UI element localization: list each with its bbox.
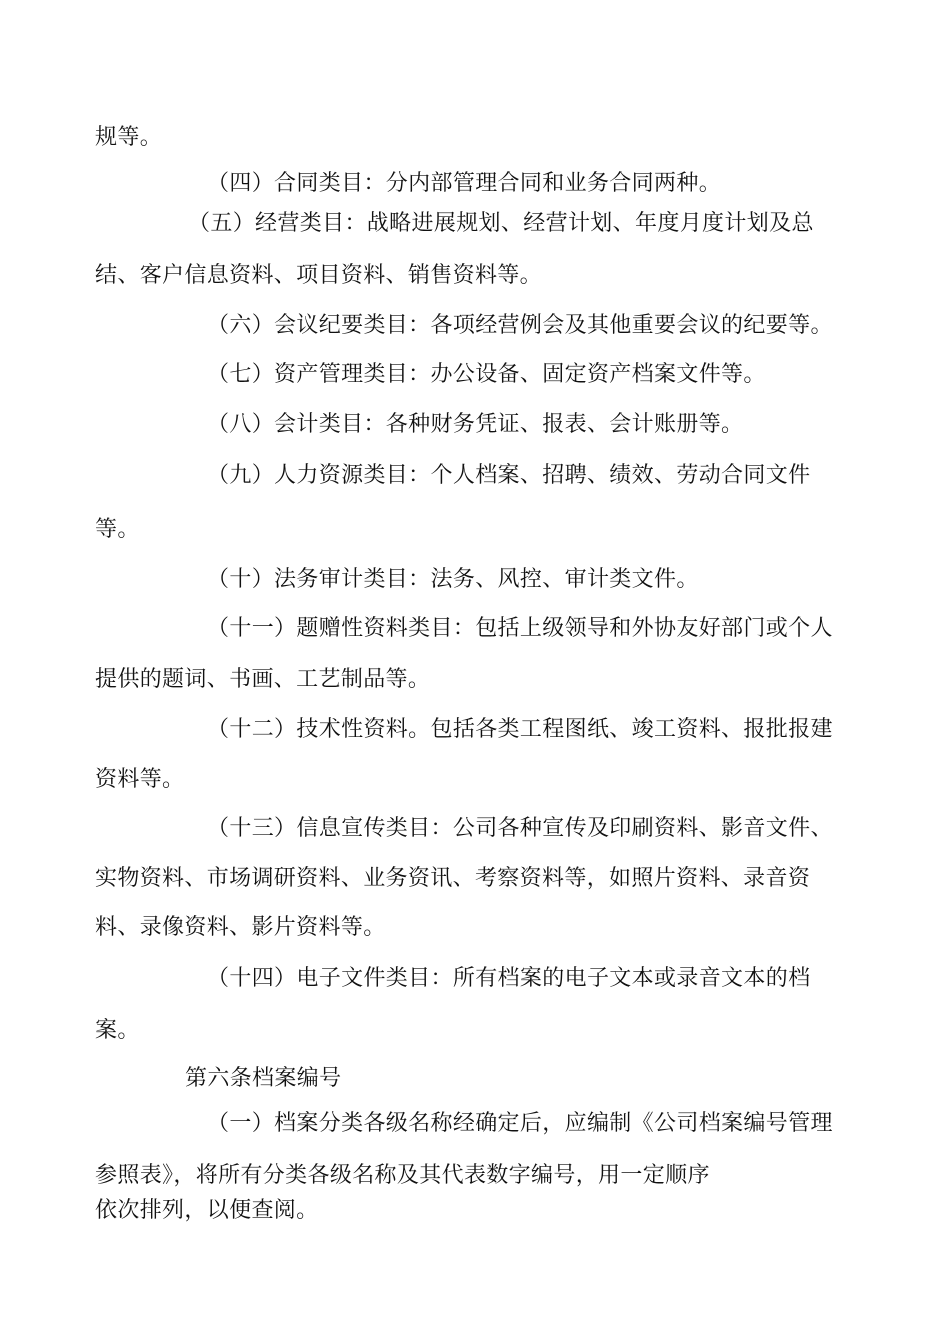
text-line: （五）经营类目：战略进展规划、经营计划、年度月度计划及总 xyxy=(188,211,814,236)
text-line: 依次排列，以便查阅。 xyxy=(95,1198,319,1223)
text-line: （九）人力资源类目：个人档案、招聘、绩效、劳动合同文件 xyxy=(207,463,811,488)
text-line: （十四）电子文件类目：所有档案的电子文本或录音文本的档 xyxy=(207,966,811,991)
text-line: 规等。 xyxy=(95,125,163,150)
text-line: （七）资产管理类目：办公设备、固定资产档案文件等。 xyxy=(207,362,766,387)
text-line: （六）会议纪要类目：各项经营例会及其他重要会议的纪要等。 xyxy=(207,313,833,338)
text-line: （四）合同类目：分内部管理合同和业务合同两种。 xyxy=(207,171,722,196)
text-line: 参照表》，将所有分类各级名称及其代表数字编号，用一定顺序 xyxy=(95,1163,710,1188)
text-line: （八）会计类目：各种财务凭证、报表、会计账册等。 xyxy=(207,412,744,437)
text-line: 实物资料、市场调研资料、业务资讯、考察资料等，如照片资料、录音资 xyxy=(95,866,811,891)
text-line: （十）法务审计类目：法务、风控、审计类文件。 xyxy=(207,567,699,592)
text-line: 提供的题词、书画、工艺制品等。 xyxy=(95,667,431,692)
text-line: 结、客户信息资料、项目资料、销售资料等。 xyxy=(95,263,543,288)
text-line: （十三）信息宣传类目：公司各种宣传及印刷资料、影音文件、 xyxy=(207,816,833,841)
text-line: 资料等。 xyxy=(95,767,185,792)
section-heading: 第六条档案编号 xyxy=(185,1066,342,1091)
text-line: （一）档案分类各级名称经确定后，应编制《公司档案编号管理 xyxy=(207,1111,833,1136)
text-line: （十二）技术性资料。包括各类工程图纸、竣工资料、报批报建 xyxy=(207,717,833,742)
text-line: 等。 xyxy=(95,517,140,542)
text-line: 料、录像资料、影片资料等。 xyxy=(95,915,386,940)
text-line: （十一）题赠性资料类目：包括上级领导和外协友好部门或个人 xyxy=(207,616,833,641)
text-line: 案。 xyxy=(95,1018,140,1043)
